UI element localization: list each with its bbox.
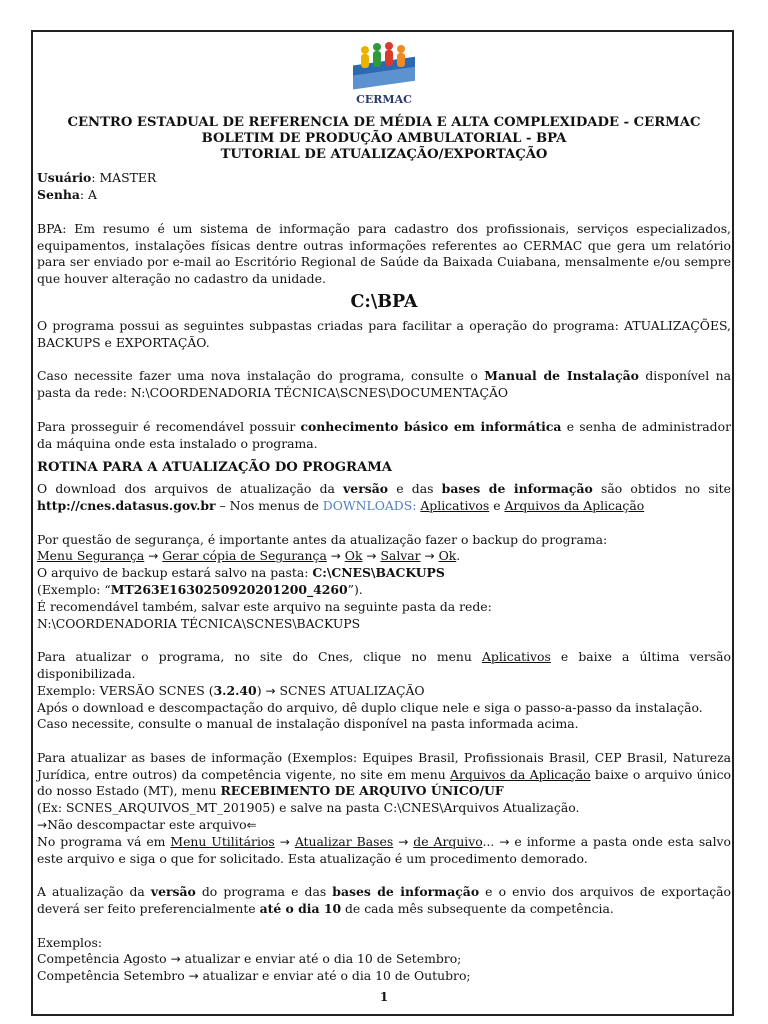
example-2: Competência Setembro → atualizar e enviar até o dia 10 de Outubro;	[37, 968, 471, 984]
examples-title: Exemplos:	[37, 934, 103, 950]
password-line	[37, 187, 731, 204]
update-program-paragraph: Para atualizar o programa, no site do Cnes, clique no menu Aplicativos e baixe a última versão disponibilizada.	[37, 649, 731, 681]
path-title: C:\BPA	[350, 291, 418, 312]
section-title: ROTINA PARA A ATUALIZAÇÃO DO PROGRAMA	[37, 460, 393, 476]
consult-manual-line: Caso necessite, consulte o manual de instalação disponível na pasta informada acima.	[37, 716, 579, 732]
logo-text: CERMAC	[356, 93, 412, 106]
arrow-icon: →	[170, 952, 181, 967]
arrow-icon: →	[424, 549, 435, 564]
header-line-3: TUTORIAL DE ATUALIZAÇÃO/EXPORTAÇÃO	[220, 146, 548, 162]
cermac-logo-icon	[349, 40, 419, 96]
password-label: Senha	[37, 187, 80, 203]
backup-intro: Por questão de segurança, é importante antes da atualização fazer o backup do programa:	[37, 531, 608, 547]
intro-paragraph: BPA: Em resumo é um sistema de informação para cadastro dos profissionais, serviços especializados, equipamentos, instalações físicas dentre outras informações referentes ao CERMAC que gera um relatório para ser enviado por e-mail ao Escritório Regional de Saúde da Baixada Cuiabana, mensalmente e/ou sempre que houver alteração no cadastro da unidade.	[37, 220, 731, 287]
arrow-icon: →	[37, 818, 48, 833]
page-number: 1	[379, 990, 389, 1004]
document-body	[37, 40, 731, 985]
deadline-paragraph: A atualização da versão do programa e das bases de informação e o envio dos arquivos de exportação deverá ser feito preferencialmente até o dia 10 de cada mês subsequente da competência.	[37, 884, 731, 917]
update-bases-paragraph: Para atualizar as bases de informação (Exemplos: Equipes Brasil, Profissionais Brasil, CEP Brasil, Natureza Jurídica, entre outros) da competência vigente, no site em menu Arquivos da Aplicação baixe o arquivo único do nosso Estado (MT), menu RECEBIMENTO DE ARQUIVO ÚNICO/UF	[37, 749, 731, 799]
header-line-1: CENTRO ESTADUAL DE REFERENCIA DE MÉDIA E ALTA COMPLEXIDADE - CERMAC	[67, 115, 701, 130]
update-bases-example: (Ex: SCNES_ARQUIVOS_MT_201905) e salve na pasta C:\CNES\Arquivos Atualização.	[37, 800, 580, 816]
arrow-left-icon: ⇐	[246, 818, 257, 833]
backup-saved-path: O arquivo de backup estará salvo na pasta: C:\CNES\BACKUPS	[37, 565, 445, 581]
link-aplicativos-2: Aplicativos	[481, 649, 551, 665]
header-line-2: BOLETIM DE PRODUÇÃO AMBULATORIAL - BPA	[201, 130, 567, 146]
utilities-paragraph: No programa vá em Menu Utilitários → Atualizar Bases → de Arquivo... → e informe a pasta onde esta salvo este arquivo e siga o que for solicitado. Esta atualização é um procedimento demorado.	[37, 833, 731, 866]
install-paragraph: Caso necessite fazer uma nova instalação do programa, consulte o Manual de Instalação disponível na pasta da rede: N:\COORDENADORIA TÉCNICA\SCNES\DOCUMENTAÇÃO	[37, 368, 731, 401]
menu-gerar-copia: Gerar cópia de Segurança	[162, 548, 327, 564]
link-arquivos-aplicacao[interactable]: Arquivos da Aplicação	[504, 497, 645, 513]
backup-menu-path: Menu Segurança → Gerar cópia de Segurança → Ok → Salvar → Ok.	[37, 548, 461, 564]
menu-ok-final: Ok	[438, 548, 457, 564]
subfolders-paragraph: O programa possui as seguintes subpastas criadas para facilitar a operação do programa: ATUALIZAÇÕES, BACKUPS e EXPORTAÇÃO.	[37, 317, 731, 350]
after-download-line: Após o download e descompactação do arquivo, dê duplo clique nele e siga o passo-a-passo da instalação.	[37, 699, 703, 715]
link-aplicativos[interactable]: Aplicativos	[420, 497, 490, 513]
knowledge-paragraph: Para prosseguir é recomendável possuir conhecimento básico em informática e senha de administrador da máquina onde esta instalado o programa.	[37, 418, 731, 451]
menu-seguranca: Menu Segurança	[37, 548, 145, 564]
arrow-icon: →	[366, 549, 377, 564]
arrow-icon: →	[499, 834, 510, 849]
download-paragraph: O download dos arquivos de atualização da versão e das bases de informação são obtidos no site http://cnes.datasus.gov.br – Nos menus de DOWNLOADS: Aplicativos e Arquivos da Aplicação	[37, 481, 731, 513]
arrow-icon: →	[398, 834, 409, 849]
cnes-url[interactable]: http://cnes.datasus.gov.br	[37, 497, 216, 513]
example-1: Competência Agosto → atualizar e enviar até o dia 10 de Setembro;	[37, 951, 462, 967]
arrow-icon: →	[330, 549, 341, 564]
backup-example: (Exemplo: “MT263E1630250920201200_4260”).	[37, 581, 363, 597]
link-arquivos-aplicacao-2: Arquivos da Aplicação	[450, 766, 591, 782]
menu-atualizar-bases: Atualizar Bases	[294, 833, 394, 849]
arrow-icon: →	[279, 834, 290, 849]
arrow-icon: →	[188, 969, 199, 984]
backup-network-path: N:\COORDENADORIA TÉCNICA\SCNES\BACKUPS	[37, 615, 361, 631]
user-line	[37, 170, 731, 187]
menu-de-arquivo: de Arquivo	[413, 833, 483, 849]
user-value: : MASTER	[91, 170, 157, 186]
update-program-example: Exemplo: VERSÃO SCNES (3.2.40) → SCNES ATUALIZAÇÃO	[37, 682, 425, 698]
menu-utilitarios: Menu Utilitários	[170, 833, 275, 849]
arrow-icon: →	[265, 683, 276, 698]
downloads-menu: DOWNLOADS:	[322, 497, 417, 513]
arrow-icon: →	[148, 549, 159, 564]
menu-ok: Ok	[344, 548, 363, 564]
user-label: Usuário	[37, 170, 92, 186]
warning-line: →Não descompactar este arquivo⇐	[37, 817, 257, 833]
backup-recommend: É recomendável também, salvar este arquivo na seguinte pasta da rede:	[37, 598, 492, 614]
document-header	[37, 115, 731, 162]
menu-salvar: Salvar	[380, 548, 421, 564]
password-value: : A	[79, 187, 97, 203]
